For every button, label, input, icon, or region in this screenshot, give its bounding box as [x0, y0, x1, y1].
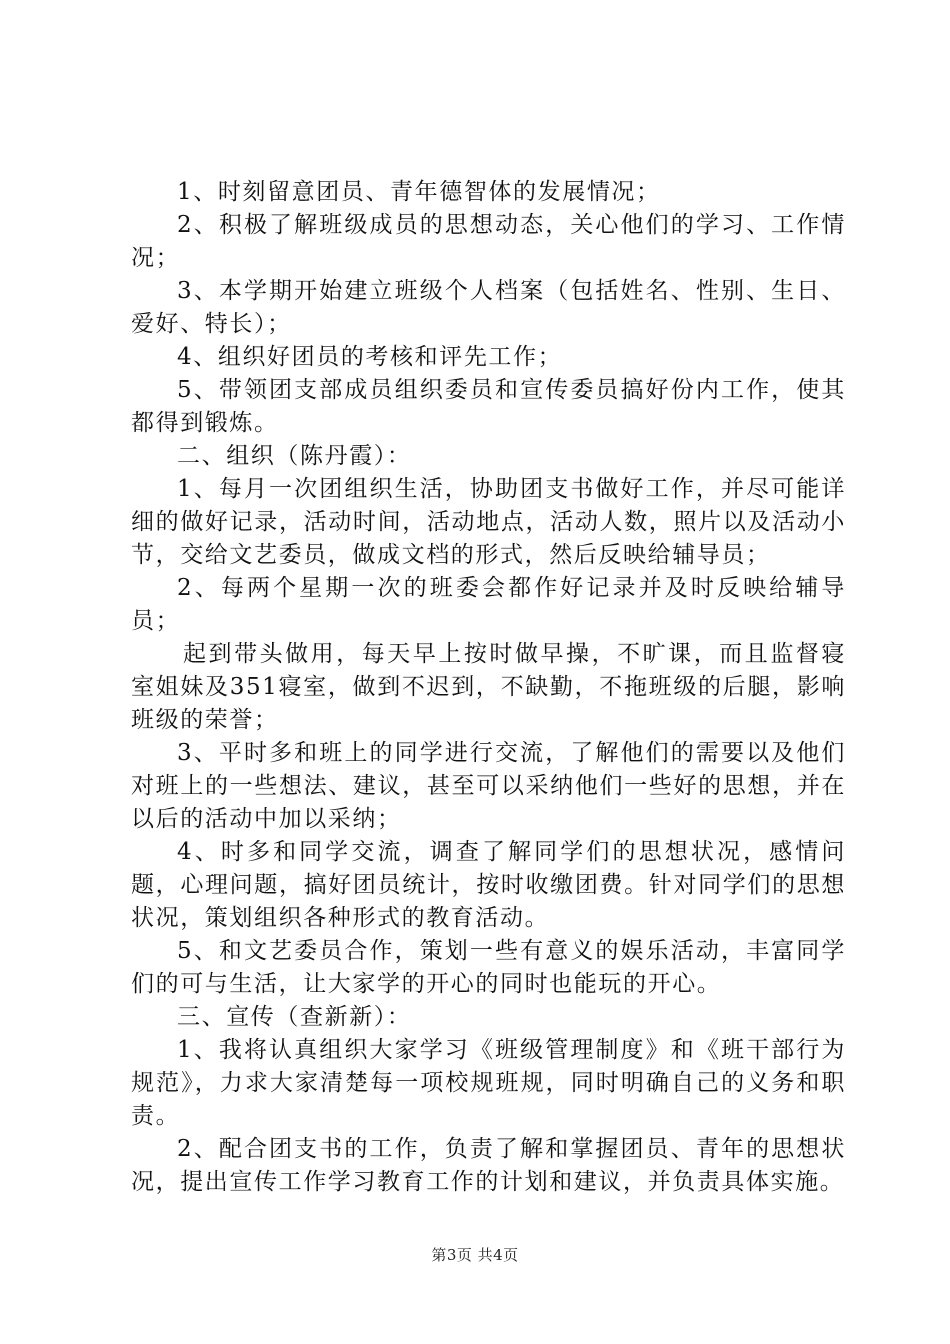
paragraph-2: 2、积极了解班级成员的思想动态，关心他们的学习、工作情况；: [131, 212, 846, 271]
paragraph-9: 3、平时多和班上的同学进行交流，了解他们的需要以及他们对班上的一些想法、建议，甚至可以采纳他们一些好的思想，并在以后的活动中加以采纳；: [131, 740, 846, 832]
paragraph-7: 2、每两个星期一次的班委会都作好记录并及时反映给辅导员；: [131, 575, 846, 634]
page-number-footer: 第3页 共4页: [431, 1246, 519, 1264]
paragraph-5: 5、带领团支部成员组织委员和宣传委员搞好份内工作，使其都得到锻炼。: [131, 377, 846, 436]
document-body: [131, 176, 846, 1199]
paragraph-8: 起到带头做用，每天早上按时做早操，不旷课，而且监督寝室姐妹及351寝室，做到不迟到，不缺勤，不拖班级的后腿，影响班级的荣誉；: [131, 641, 846, 733]
paragraph-13: 2、配合团支书的工作，负责了解和掌握团员、青年的思想状况，提出宣传工作学习教育工作的计划和建议，并负责具体实施。: [131, 1136, 846, 1195]
section-heading-publicity: 三、宣传（查新新）：: [177, 1004, 412, 1030]
paragraph-3: 3、本学期开始建立班级个人档案（包括姓名、性别、生日、爱好、特长）；: [131, 278, 846, 337]
paragraph-11: 5、和文艺委员合作，策划一些有意义的娱乐活动，丰富同学们的可与生活，让大家学的开心的同时也能玩的开心。: [131, 938, 846, 997]
paragraph-10: 4、时多和同学交流，调查了解同学们的思想状况，感情问题，心理问题，搞好团员统计，按时收缴团费。针对同学们的思想状况，策划组织各种形式的教育活动。: [131, 839, 846, 931]
paragraph-6: 1、每月一次团组织生活，协助团支书做好工作，并尽可能详细的做好记录，活动时间，活动地点，活动人数，照片以及活动小节，交给文艺委员，做成文档的形式，然后反映给辅导员；: [131, 476, 846, 568]
paragraph-4: 4、组织好团员的考核和评先工作；: [177, 344, 563, 370]
paragraph-1: 1、时刻留意团员、青年德智体的发展情况；: [177, 179, 661, 205]
section-heading-organization: 二、组织（陈丹霞）：: [177, 443, 412, 469]
paragraph-12: 1、我将认真组织大家学习《班级管理制度》和《班干部行为规范》，力求大家清楚每一项校规班规，同时明确自己的义务和职责。: [131, 1037, 846, 1129]
